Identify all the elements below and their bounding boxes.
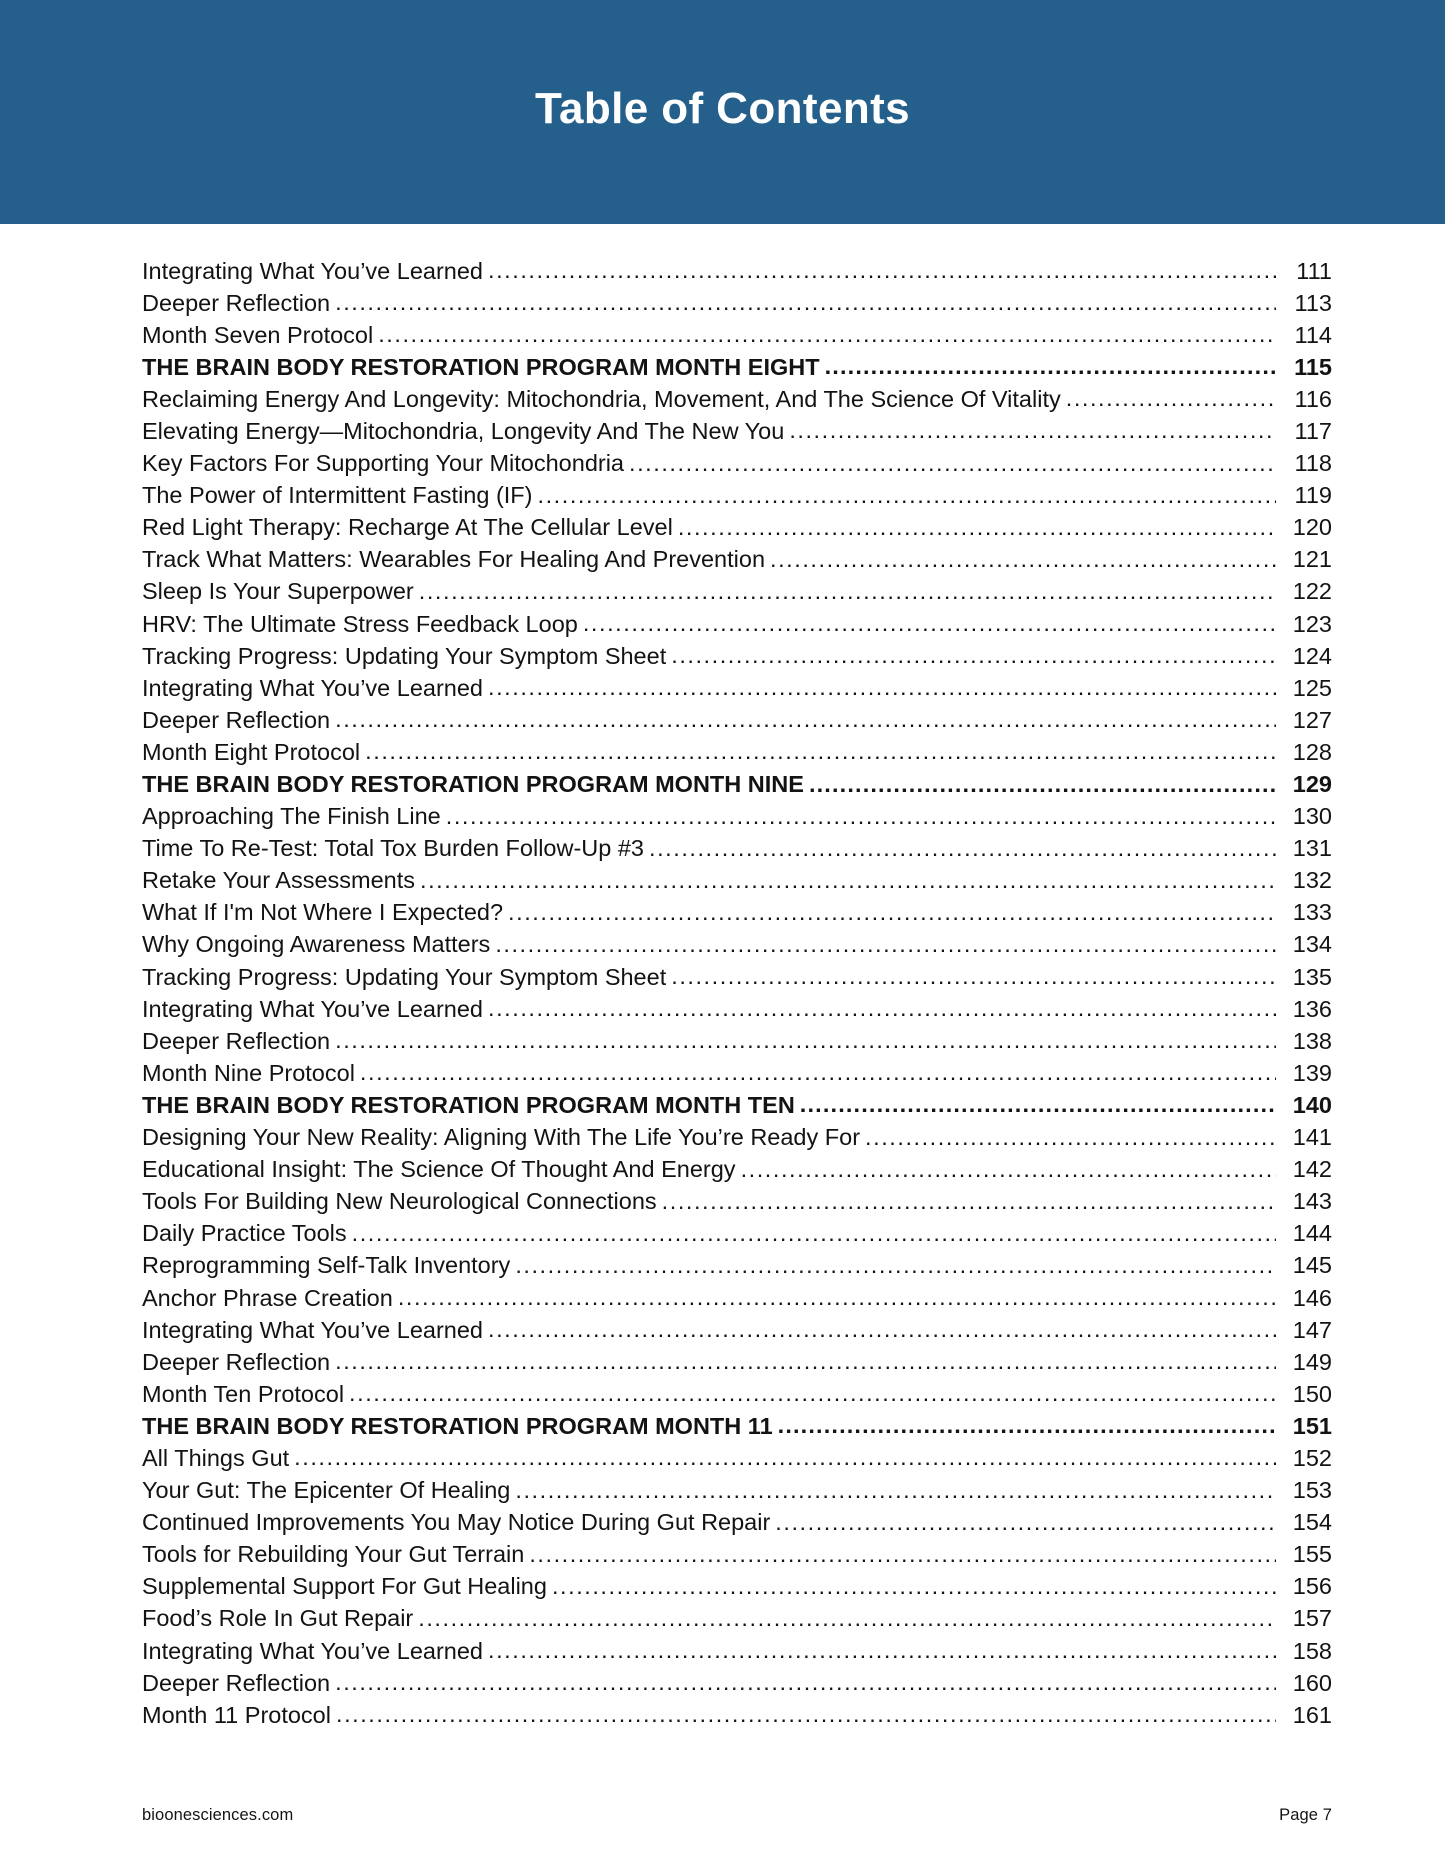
- toc-entry-title: THE BRAIN BODY RESTORATION PROGRAM MONTH EIGHT: [142, 353, 820, 380]
- toc-entry[interactable]: [142, 897, 1332, 929]
- toc-entry[interactable]: [142, 480, 1332, 512]
- toc-dot-leader: [336, 1699, 1276, 1723]
- toc-dot-leader: [488, 255, 1276, 279]
- toc-entry[interactable]: [142, 1250, 1332, 1282]
- toc-entry-page-number: 158: [1292, 1637, 1332, 1664]
- toc-entry-page-number: 118: [1294, 450, 1332, 477]
- toc-dot-leader: [419, 576, 1276, 600]
- toc-dot-leader: [800, 1089, 1276, 1113]
- toc-entry[interactable]: [142, 576, 1332, 608]
- toc-entry-title: Designing Your New Reality: Aligning With The Life You’re Ready For: [142, 1124, 861, 1151]
- toc-dot-leader: [420, 865, 1276, 889]
- toc-entry-title: Educational Insight: The Science Of Thought And Energy: [142, 1156, 736, 1183]
- toc-entry[interactable]: [142, 1282, 1332, 1314]
- toc-entry[interactable]: [142, 1571, 1332, 1603]
- toc-entry-page-number: 130: [1292, 803, 1332, 830]
- toc-entry-page-number: 121: [1292, 546, 1332, 573]
- toc-entry-page-number: 143: [1292, 1188, 1332, 1215]
- toc-dot-leader: [418, 1603, 1276, 1627]
- toc-dot-leader: [508, 897, 1276, 921]
- toc-entry-title: Month Seven Protocol: [142, 321, 374, 348]
- toc-entry-page-number: 146: [1292, 1284, 1332, 1311]
- toc-entry-title: THE BRAIN BODY RESTORATION PROGRAM MONTH 11: [142, 1412, 773, 1439]
- toc-entry-title: Month Ten Protocol: [142, 1380, 345, 1407]
- toc-entry[interactable]: [142, 704, 1332, 736]
- toc-dot-leader: [335, 704, 1276, 728]
- toc-entry-title: Food’s Role In Gut Repair: [142, 1605, 414, 1632]
- toc-dot-leader: [1066, 383, 1276, 407]
- toc-entry-title: What If I'm Not Where I Expected?: [142, 899, 504, 926]
- toc-entry-page-number: 124: [1292, 642, 1332, 669]
- toc-entry-title: All Things Gut: [142, 1444, 290, 1471]
- table-of-contents: [0, 224, 1445, 1806]
- toc-entry[interactable]: [142, 640, 1332, 672]
- toc-entry-title: Deeper Reflection: [142, 1669, 331, 1696]
- toc-entry-title: The Power of Intermittent Fasting (IF): [142, 482, 533, 509]
- toc-entry-title: Deeper Reflection: [142, 289, 331, 316]
- toc-entry-page-number: 135: [1292, 963, 1332, 990]
- toc-entry-page-number: 122: [1292, 578, 1332, 605]
- page-header-banner: [0, 0, 1445, 224]
- toc-dot-leader: [365, 736, 1276, 760]
- toc-entry-page-number: 117: [1294, 417, 1332, 444]
- toc-entry[interactable]: [142, 608, 1332, 640]
- toc-entry-title: Reprogramming Self-Talk Inventory: [142, 1252, 511, 1279]
- toc-entry-title: Integrating What You’ve Learned: [142, 257, 484, 284]
- toc-entry-list: [142, 255, 1332, 1731]
- toc-entry-title: Integrating What You’ve Learned: [142, 674, 484, 701]
- toc-entry-page-number: 151: [1292, 1412, 1332, 1439]
- toc-entry-title: Time To Re-Test: Total Tox Burden Follow-Up #3: [142, 835, 644, 862]
- toc-entry-page-number: 133: [1292, 899, 1332, 926]
- toc-entry-title: Deeper Reflection: [142, 1027, 331, 1054]
- toc-entry-page-number: 155: [1292, 1541, 1332, 1568]
- toc-dot-leader: [488, 1635, 1276, 1659]
- toc-dot-leader: [538, 480, 1277, 504]
- toc-entry-page-number: 114: [1294, 321, 1332, 348]
- toc-entry-page-number: 145: [1292, 1252, 1332, 1279]
- toc-entry-page-number: 119: [1294, 482, 1332, 509]
- toc-entry[interactable]: [142, 865, 1332, 897]
- toc-entry-page-number: 157: [1292, 1605, 1332, 1632]
- toc-dot-leader: [678, 512, 1276, 536]
- toc-entry-page-number: 132: [1292, 867, 1332, 894]
- toc-entry-page-number: 160: [1292, 1669, 1332, 1696]
- toc-entry-title: HRV: The Ultimate Stress Feedback Loop: [142, 610, 578, 637]
- toc-entry[interactable]: [142, 1442, 1332, 1474]
- toc-dot-leader: [629, 448, 1276, 472]
- toc-entry-title: Red Light Therapy: Recharge At The Cellular Level: [142, 514, 673, 541]
- toc-entry[interactable]: [142, 287, 1332, 319]
- toc-dot-leader: [775, 1507, 1276, 1531]
- toc-entry-page-number: 150: [1292, 1380, 1332, 1407]
- toc-entry-title: Tracking Progress: Updating Your Symptom Sheet: [142, 642, 667, 669]
- toc-entry[interactable]: [142, 448, 1332, 480]
- toc-dot-leader: [488, 672, 1276, 696]
- toc-dot-leader: [770, 544, 1276, 568]
- toc-dot-leader: [352, 1218, 1276, 1242]
- toc-entry-title: Continued Improvements You May Notice During Gut Repair: [142, 1509, 771, 1536]
- toc-entry-title: THE BRAIN BODY RESTORATION PROGRAM MONTH TEN: [142, 1091, 795, 1118]
- toc-entry[interactable]: [142, 1314, 1332, 1346]
- toc-dot-leader: [789, 415, 1276, 439]
- toc-entry[interactable]: [142, 1186, 1332, 1218]
- footer-page-number: Page 7: [1279, 1806, 1332, 1824]
- toc-dot-leader: [335, 1346, 1276, 1370]
- toc-section-heading[interactable]: [142, 351, 1332, 383]
- toc-dot-leader: [349, 1378, 1276, 1402]
- toc-entry[interactable]: [142, 319, 1332, 351]
- toc-entry-title: Deeper Reflection: [142, 1348, 331, 1375]
- toc-entry-page-number: 149: [1292, 1348, 1332, 1375]
- toc-dot-leader: [649, 833, 1276, 857]
- toc-entry-title: Tracking Progress: Updating Your Symptom Sheet: [142, 963, 667, 990]
- toc-entry-page-number: 140: [1292, 1091, 1332, 1118]
- toc-entry-title: Tools For Building New Neurological Connections: [142, 1188, 657, 1215]
- toc-dot-leader: [488, 993, 1276, 1017]
- toc-entry-title: Integrating What You’ve Learned: [142, 995, 484, 1022]
- toc-entry-title: Your Gut: The Epicenter Of Healing: [142, 1477, 511, 1504]
- toc-entry[interactable]: [142, 801, 1332, 833]
- toc-entry-title: Supplemental Support For Gut Healing: [142, 1573, 547, 1600]
- toc-entry[interactable]: [142, 1635, 1332, 1667]
- toc-entry[interactable]: [142, 383, 1332, 415]
- toc-entry-title: Approaching The Finish Line: [142, 803, 441, 830]
- toc-entry-page-number: 128: [1292, 738, 1332, 765]
- toc-entry-title: Deeper Reflection: [142, 706, 331, 733]
- toc-entry-page-number: 113: [1294, 289, 1332, 316]
- toc-entry[interactable]: [142, 1667, 1332, 1699]
- toc-entry-page-number: 131: [1292, 835, 1332, 862]
- toc-entry-title: Anchor Phrase Creation: [142, 1284, 393, 1311]
- toc-entry-page-number: 120: [1292, 514, 1332, 541]
- toc-dot-leader: [335, 1025, 1276, 1049]
- toc-entry-page-number: 161: [1292, 1701, 1332, 1728]
- toc-entry-title: Reclaiming Energy And Longevity: Mitochondria, Movement, And The Science Of Vitality: [142, 385, 1061, 412]
- toc-entry-page-number: 152: [1292, 1444, 1332, 1471]
- toc-section-heading[interactable]: [142, 1410, 1332, 1442]
- toc-entry-page-number: 123: [1292, 610, 1332, 637]
- toc-entry[interactable]: [142, 1603, 1332, 1635]
- toc-entry-title: Why Ongoing Awareness Matters: [142, 931, 491, 958]
- toc-entry[interactable]: [142, 1378, 1332, 1410]
- toc-entry-page-number: 116: [1294, 385, 1332, 412]
- toc-entry-page-number: 153: [1292, 1477, 1332, 1504]
- toc-dot-leader: [515, 1475, 1276, 1499]
- toc-entry-page-number: 136: [1292, 995, 1332, 1022]
- toc-dot-leader: [825, 351, 1276, 375]
- toc-entry-page-number: 141: [1292, 1124, 1332, 1151]
- toc-entry-page-number: 139: [1292, 1059, 1332, 1086]
- toc-entry-page-number: 154: [1292, 1509, 1332, 1536]
- toc-entry[interactable]: [142, 1154, 1332, 1186]
- toc-dot-leader: [294, 1442, 1276, 1466]
- toc-entry[interactable]: [142, 415, 1332, 447]
- toc-section-heading[interactable]: [142, 769, 1332, 801]
- toc-entry-page-number: 134: [1292, 931, 1332, 958]
- toc-entry-page-number: 156: [1292, 1573, 1332, 1600]
- toc-entry-page-number: 147: [1292, 1316, 1332, 1343]
- toc-entry[interactable]: [142, 1122, 1332, 1154]
- toc-entry-page-number: 138: [1292, 1027, 1332, 1054]
- toc-dot-leader: [515, 1250, 1276, 1274]
- toc-dot-leader: [378, 319, 1276, 343]
- toc-entry[interactable]: [142, 255, 1332, 287]
- toc-dot-leader: [529, 1539, 1276, 1563]
- toc-entry[interactable]: [142, 1025, 1332, 1057]
- toc-dot-leader: [488, 1314, 1276, 1338]
- toc-entry[interactable]: [142, 1057, 1332, 1089]
- toc-entry[interactable]: [142, 833, 1332, 865]
- toc-dot-leader: [865, 1122, 1276, 1146]
- toc-dot-leader: [583, 608, 1276, 632]
- toc-dot-leader: [495, 929, 1276, 953]
- toc-entry[interactable]: [142, 961, 1332, 993]
- toc-entry-title: Integrating What You’ve Learned: [142, 1316, 484, 1343]
- toc-dot-leader: [778, 1410, 1276, 1434]
- toc-entry[interactable]: [142, 993, 1332, 1025]
- toc-section-heading[interactable]: [142, 1089, 1332, 1121]
- toc-dot-leader: [360, 1057, 1276, 1081]
- toc-entry[interactable]: [142, 1539, 1332, 1571]
- toc-entry[interactable]: [142, 544, 1332, 576]
- toc-entry-page-number: 115: [1294, 353, 1332, 380]
- toc-entry-title: Retake Your Assessments: [142, 867, 416, 894]
- page-footer: [0, 1806, 1445, 1871]
- toc-entry[interactable]: [142, 672, 1332, 704]
- toc-entry-page-number: 127: [1292, 706, 1332, 733]
- toc-dot-leader: [446, 801, 1276, 825]
- toc-entry[interactable]: [142, 512, 1332, 544]
- toc-dot-leader: [398, 1282, 1276, 1306]
- toc-entry-page-number: 144: [1292, 1220, 1332, 1247]
- toc-dot-leader: [662, 1186, 1276, 1210]
- toc-entry-title: Key Factors For Supporting Your Mitochondria: [142, 450, 625, 477]
- toc-dot-leader: [552, 1571, 1276, 1595]
- toc-entry-page-number: 125: [1292, 674, 1332, 701]
- toc-dot-leader: [671, 640, 1276, 664]
- toc-dot-leader: [335, 287, 1276, 311]
- toc-entry-title: Month Eight Protocol: [142, 738, 361, 765]
- footer-website: bioonesciences.com: [142, 1806, 294, 1824]
- toc-entry[interactable]: [142, 736, 1332, 768]
- toc-entry[interactable]: [142, 1346, 1332, 1378]
- toc-entry[interactable]: [142, 1699, 1332, 1731]
- toc-entry[interactable]: [142, 1218, 1332, 1250]
- toc-dot-leader: [335, 1667, 1276, 1691]
- toc-entry[interactable]: [142, 929, 1332, 961]
- toc-entry-title: Month Nine Protocol: [142, 1059, 355, 1086]
- toc-entry-title: Sleep Is Your Superpower: [142, 578, 414, 605]
- toc-entry[interactable]: [142, 1507, 1332, 1539]
- toc-entry-title: Month 11 Protocol: [142, 1701, 331, 1728]
- toc-entry-title: THE BRAIN BODY RESTORATION PROGRAM MONTH NINE: [142, 771, 804, 797]
- toc-entry-title: Track What Matters: Wearables For Healing And Prevention: [142, 546, 766, 573]
- toc-dot-leader: [809, 769, 1276, 793]
- page-title: Table of Contents: [534, 84, 911, 133]
- toc-dot-leader: [671, 961, 1276, 985]
- toc-entry-title: Daily Practice Tools: [142, 1220, 347, 1247]
- toc-entry-page-number: 142: [1292, 1156, 1332, 1183]
- toc-entry-page-number: 129: [1292, 771, 1332, 797]
- toc-entry-title: Elevating Energy—Mitochondria, Longevity And The New You: [142, 417, 785, 444]
- toc-dot-leader: [741, 1154, 1276, 1178]
- toc-entry-title: Tools for Rebuilding Your Gut Terrain: [142, 1541, 525, 1568]
- toc-entry-title: Integrating What You’ve Learned: [142, 1637, 484, 1664]
- toc-entry[interactable]: [142, 1475, 1332, 1507]
- toc-entry-page-number: 111: [1296, 257, 1332, 284]
